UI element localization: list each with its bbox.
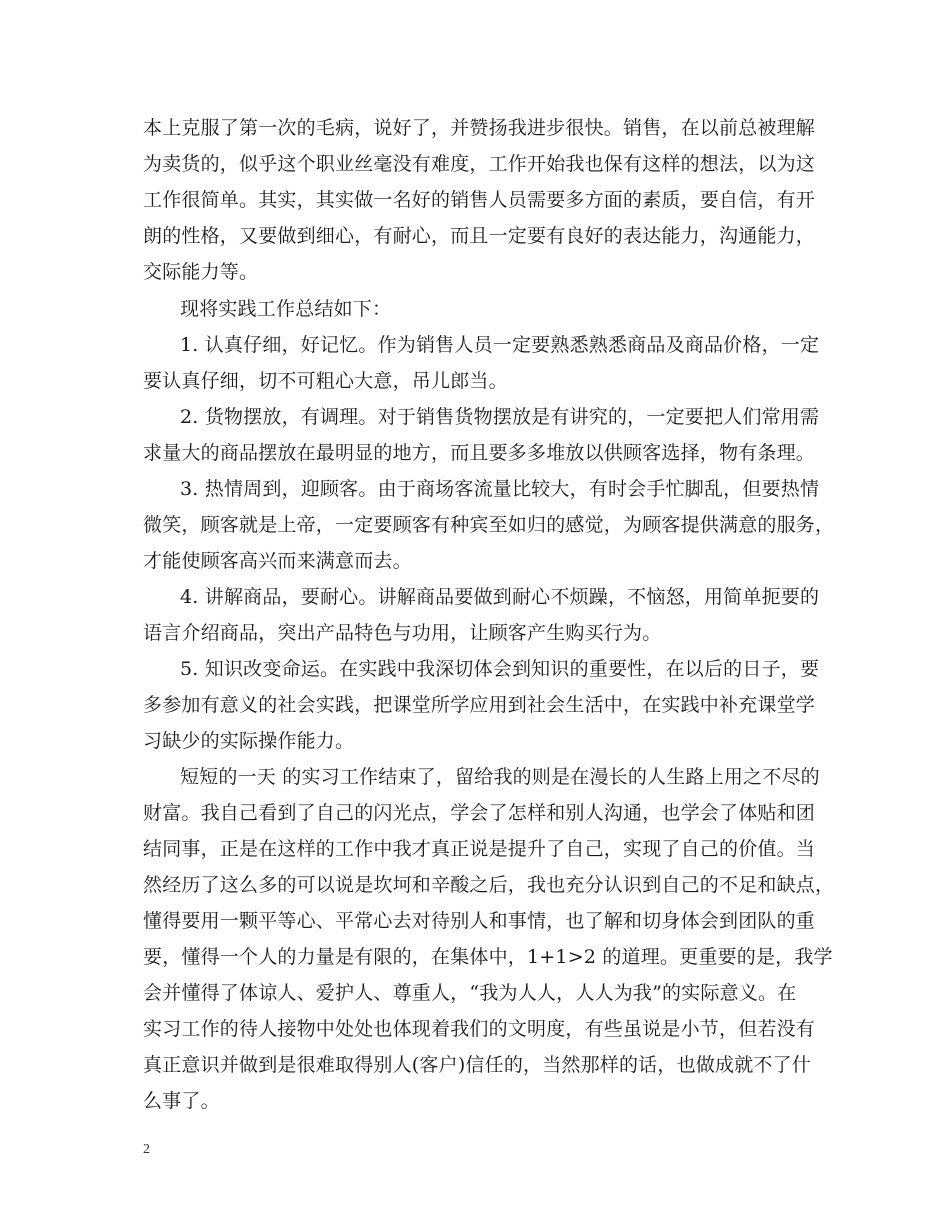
item-5-line-3: 习缺少的实际操作能力。 (143, 730, 355, 752)
closing-paragraph-line: 然经历了这么多的可以说是坎坷和辛酸之后，我也充分认识到自己的不足和缺点， (143, 874, 835, 896)
closing-paragraph-line: 么事了。 (143, 1090, 220, 1112)
closing-paragraph-line: 结同事，正是在这样的工作中我才真正说是提升了自己，实现了自己的价值。当 (143, 838, 816, 860)
item-3-line-2: 微笑，顾客就是上帝，一定要顾客有种宾至如归的感觉，为顾客提供满意的服务， (143, 514, 835, 536)
closing-paragraph-line: 懂得要用一颗平等心、平常心去对待别人和事情，也了解和切身体会到团队的重 (143, 910, 816, 932)
item-2-line-2: 求量大的商品摆放在最明显的地方，而且要多多堆放以供顾客选择，物有条理。 (143, 442, 816, 464)
item-5-line-2: 多参加有意义的社会实践，把课堂所学应用到社会生活中，在实践中补充课堂学 (143, 694, 816, 716)
item-2-line-1: 2. 货物摆放，有调理。对于销售货物摆放是有讲究的，一定要把人们常用需 (180, 406, 820, 428)
closing-paragraph-line: 实习工作的待人接物中处处也体现着我们的文明度，有些虽说是小节，但若没有 (143, 1018, 816, 1040)
closing-paragraph-line: 真正意识并做到是很难取得别人(客户)信任的，当然那样的话，也做成就不了什 (143, 1054, 812, 1076)
page-number: 2 (143, 1142, 150, 1157)
item-4-line-2: 语言介绍商品，突出产品特色与功用，让顾客产生购买行为。 (143, 622, 662, 644)
item-3-line-1: 3. 热情周到，迎顾客。由于商场客流量比较大，有时会手忙脚乱，但要热情 (180, 478, 820, 500)
item-3-line-3: 才能使顾客高兴而来满意而去。 (143, 550, 412, 572)
text-line: 朗的性格，又要做到细心，有耐心，而且一定要有良好的表达能力，沟通能力， (143, 225, 816, 247)
text-line: 为卖货的，似乎这个职业丝毫没有难度，工作开始我也保有这样的想法，以为这 (143, 153, 816, 175)
closing-paragraph-line: 财富。我自己看到了自己的闪光点，学会了怎样和别人沟通，也学会了体贴和团 (143, 802, 816, 824)
text-line: 交际能力等。 (143, 261, 259, 283)
closing-paragraph-line: 会并懂得了体谅人、爱护人、尊重人，“我为人人，人人为我”的实际意义。在 (143, 982, 797, 1004)
text-line: 工作很简单。其实，其实做一名好的销售人员需要多方面的素质，要自信，有开 (143, 189, 816, 211)
item-4-line-1: 4. 讲解商品，要耐心。讲解商品要做到耐心不烦躁，不恼怒，用简单扼要的 (180, 586, 820, 608)
closing-paragraph-line: 短短的一天 的实习工作结束了，留给我的则是在漫长的人生路上用之不尽的 (180, 766, 820, 788)
text-line: 本上克服了第一次的毛病，说好了，并赞扬我进步很快。销售，在以前总被理解 (143, 117, 816, 139)
closing-paragraph-line: 要，懂得一个人的力量是有限的，在集体中，1+1>2 的道理。更重要的是，我学 (143, 946, 833, 968)
item-5-line-1: 5. 知识改变命运。在实践中我深切体会到知识的重要性，在以后的日子，要 (180, 658, 820, 680)
item-1-line-1: 1. 认真仔细，好记忆。作为销售人员一定要熟悉熟悉商品及商品价格，一定 (180, 334, 820, 356)
summary-intro: 现将实践工作总结如下： (180, 298, 392, 320)
item-1-line-2: 要认真仔细，切不可粗心大意，吊儿郎当。 (143, 370, 508, 392)
